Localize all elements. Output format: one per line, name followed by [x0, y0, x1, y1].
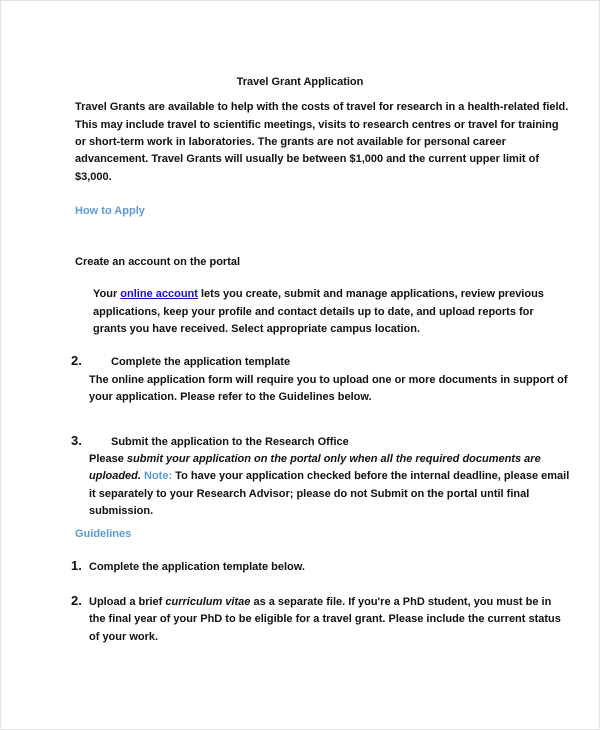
step1-line: applications, keep your profile and contact details up to date, and upload reports for	[93, 306, 534, 318]
step1-line	[93, 287, 544, 301]
intro-line: advancement. Travel Grants will usually be between $1,000 and the current upper limit of	[75, 153, 539, 165]
guideline-text: as a separate file. If you're a PhD student, you must be in	[250, 596, 552, 608]
guideline-line: the final year of your PhD to be eligible for a travel grant. Please include the current status	[89, 613, 561, 625]
note-label: Note:	[140, 470, 173, 482]
online-account-link[interactable]: online account	[120, 288, 198, 300]
guideline-line: of your work.	[89, 631, 159, 643]
step3-line: it separately to your Research Advisor; please do not Submit on the portal until final	[89, 488, 530, 500]
intro-line: Travel Grants are available to help with the costs of travel for research in a health-related field.	[75, 101, 569, 113]
step3-italic: submit your application on the portal only when all the required documents are	[126, 453, 541, 465]
how-to-apply-heading: How to Apply	[75, 205, 145, 217]
intro-line: This may include travel to scientific meetings, visits to research centres or travel for training	[75, 119, 559, 131]
step1-line: grants you have received. Select appropriate campus location.	[93, 323, 421, 335]
step2-line: The online application form will require you to upload one or more documents in support of	[89, 374, 568, 386]
step1-text: Your	[93, 288, 121, 300]
step3-text: Please	[89, 453, 127, 465]
step3-text: To have your application checked before the internal deadline, please email	[172, 470, 570, 482]
document-title: Travel Grant Application	[236, 76, 364, 88]
guideline-number: 2.	[71, 593, 82, 608]
step3-line: submission.	[89, 505, 154, 517]
guideline-number: 1.	[71, 558, 82, 573]
step2-line: your application. Please refer to the Guidelines below.	[89, 391, 372, 403]
intro-line: $3,000.	[75, 171, 112, 183]
step1-heading: Create an account on the portal	[75, 256, 241, 268]
guidelines-heading: Guidelines	[75, 528, 132, 540]
guideline-text: Upload a brief	[89, 596, 166, 608]
guideline-italic: curriculum vitae	[165, 596, 251, 608]
step2-heading: Complete the application template	[111, 356, 291, 368]
guideline-line	[89, 595, 551, 609]
intro-line: or short-term work in laboratories. The grants are not available for personal career	[75, 136, 506, 148]
guideline-text: Complete the application template below.	[89, 561, 305, 573]
step3-heading: Submit the application to the Research Office	[111, 436, 349, 448]
step2-number: 2.	[71, 353, 82, 368]
step3-line	[89, 452, 541, 466]
step3-italic: uploaded.	[89, 470, 141, 482]
step1-text: lets you create, submit and manage applications, review previous	[197, 288, 544, 300]
step3-line	[89, 469, 569, 483]
step3-number: 3.	[71, 433, 82, 448]
